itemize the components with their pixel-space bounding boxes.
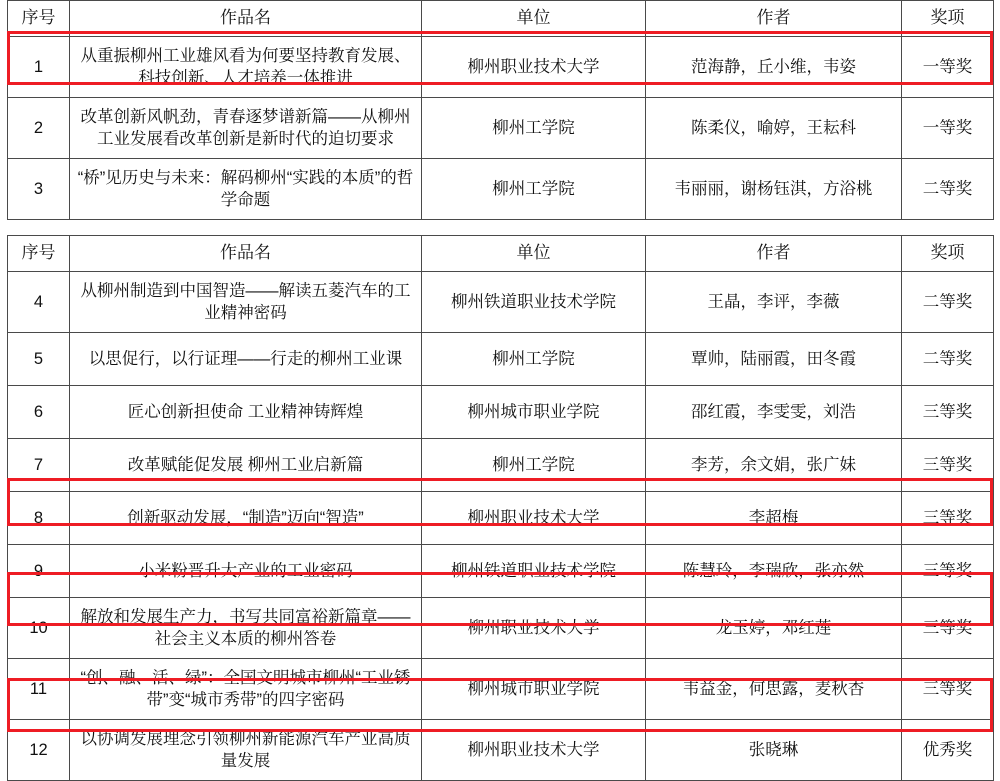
cell-unit: 柳州铁道职业技术学院: [422, 544, 646, 597]
cell-title: 以思促行，以行证理——行走的柳州工业课: [70, 332, 422, 385]
cell-author: 王晶，李评，李薇: [646, 271, 902, 332]
cell-unit: 柳州职业技术大学: [422, 597, 646, 658]
cell-author: 李芳，余文娟，张广妹: [646, 438, 902, 491]
cell-author: 陈慧玲，李瑞欣，张亦然: [646, 544, 902, 597]
table-header-row: [8, 1, 994, 37]
cell-no: 7: [8, 438, 70, 491]
cell-no: 12: [8, 719, 70, 780]
cell-title: 改革创新风帆劲，青春逐梦谱新篇——从柳州工业发展看改革创新是新时代的迫切要求: [70, 97, 422, 158]
cell-prize: 三等奖: [902, 658, 994, 719]
column-header-author: 作者: [646, 1, 902, 37]
table-row: [8, 597, 994, 658]
cell-no: 4: [8, 271, 70, 332]
cell-prize: 一等奖: [902, 97, 994, 158]
table-row: [8, 271, 994, 332]
cell-no: 6: [8, 385, 70, 438]
cell-unit: 柳州工学院: [422, 438, 646, 491]
table-row: [8, 491, 994, 544]
cell-prize: 三等奖: [902, 385, 994, 438]
award-table-top-block: [0, 0, 1000, 220]
table-row: [8, 385, 994, 438]
cell-author: 陈柔仪，喻婷，王耘科: [646, 97, 902, 158]
cell-unit: 柳州工学院: [422, 332, 646, 385]
cell-title: 改革赋能促发展 柳州工业启新篇: [70, 438, 422, 491]
cell-no: 9: [8, 544, 70, 597]
column-header-prize: 奖项: [902, 1, 994, 37]
cell-title: “桥”见历史与未来：解码柳州“实践的本质”的哲学命题: [70, 158, 422, 219]
column-header-prize: 奖项: [902, 235, 994, 271]
cell-prize: 三等奖: [902, 544, 994, 597]
cell-author: 邵红霞，李雯雯，刘浩: [646, 385, 902, 438]
cell-title: “创、融、活、绿”：全国文明城市柳州“工业锈带”变“城市秀带”的四字密码: [70, 658, 422, 719]
table-row: [8, 719, 994, 780]
column-header-unit: 单位: [422, 235, 646, 271]
cell-author: 张晓琳: [646, 719, 902, 780]
cell-no: 2: [8, 97, 70, 158]
column-header-no: 序号: [8, 235, 70, 271]
cell-title: 匠心创新担使命 工业精神铸辉煌: [70, 385, 422, 438]
cell-author: 李超梅: [646, 491, 902, 544]
cell-unit: 柳州工学院: [422, 97, 646, 158]
cell-unit: 柳州工学院: [422, 158, 646, 219]
cell-author: 范海静，丘小维，韦姿: [646, 36, 902, 97]
column-header-author: 作者: [646, 235, 902, 271]
column-header-title: 作品名: [70, 235, 422, 271]
cell-title: 从柳州制造到中国智造——解读五菱汽车的工业精神密码: [70, 271, 422, 332]
award-table-top: [7, 0, 994, 220]
cell-unit: 柳州职业技术大学: [422, 36, 646, 97]
cell-prize: 三等奖: [902, 597, 994, 658]
cell-prize: 优秀奖: [902, 719, 994, 780]
cell-author: 韦丽丽，谢杨钰淇，方浴桃: [646, 158, 902, 219]
table-row: [8, 332, 994, 385]
award-table-bottom-block: [0, 235, 1000, 781]
cell-unit: 柳州职业技术大学: [422, 491, 646, 544]
table-row: [8, 97, 994, 158]
cell-author: 韦益金，何思露，麦秋杏: [646, 658, 902, 719]
table-row: [8, 544, 994, 597]
table-row: [8, 158, 994, 219]
cell-author: 覃帅，陆丽霞，田冬霞: [646, 332, 902, 385]
cell-prize: 二等奖: [902, 271, 994, 332]
cell-prize: 三等奖: [902, 438, 994, 491]
cell-title: 小米粉晋升大产业的工业密码: [70, 544, 422, 597]
table-header-row: [8, 235, 994, 271]
cell-unit: 柳州城市职业学院: [422, 658, 646, 719]
table-row: [8, 36, 994, 97]
cell-no: 8: [8, 491, 70, 544]
cell-no: 11: [8, 658, 70, 719]
cell-no: 5: [8, 332, 70, 385]
table-separator: [0, 220, 1000, 235]
cell-author: 龙玉婷，邓红莲: [646, 597, 902, 658]
cell-title: 以协调发展理念引领柳州新能源汽车产业高质量发展: [70, 719, 422, 780]
cell-title: 从重振柳州工业雄风看为何要坚持教育发展、科技创新、人才培养一体推进: [70, 36, 422, 97]
cell-title: 解放和发展生产力，书写共同富裕新篇章——社会主义本质的柳州答卷: [70, 597, 422, 658]
cell-prize: 二等奖: [902, 158, 994, 219]
cell-title: 创新驱动发展，“制造”迈向“智造”: [70, 491, 422, 544]
cell-no: 10: [8, 597, 70, 658]
cell-prize: 三等奖: [902, 491, 994, 544]
cell-no: 1: [8, 36, 70, 97]
column-header-unit: 单位: [422, 1, 646, 37]
cell-unit: 柳州职业技术大学: [422, 719, 646, 780]
cell-prize: 二等奖: [902, 332, 994, 385]
column-header-title: 作品名: [70, 1, 422, 37]
table-row: [8, 438, 994, 491]
cell-unit: 柳州城市职业学院: [422, 385, 646, 438]
column-header-no: 序号: [8, 1, 70, 37]
award-table-bottom: [7, 235, 994, 781]
table-row: [8, 658, 994, 719]
cell-prize: 一等奖: [902, 36, 994, 97]
cell-unit: 柳州铁道职业技术学院: [422, 271, 646, 332]
cell-no: 3: [8, 158, 70, 219]
